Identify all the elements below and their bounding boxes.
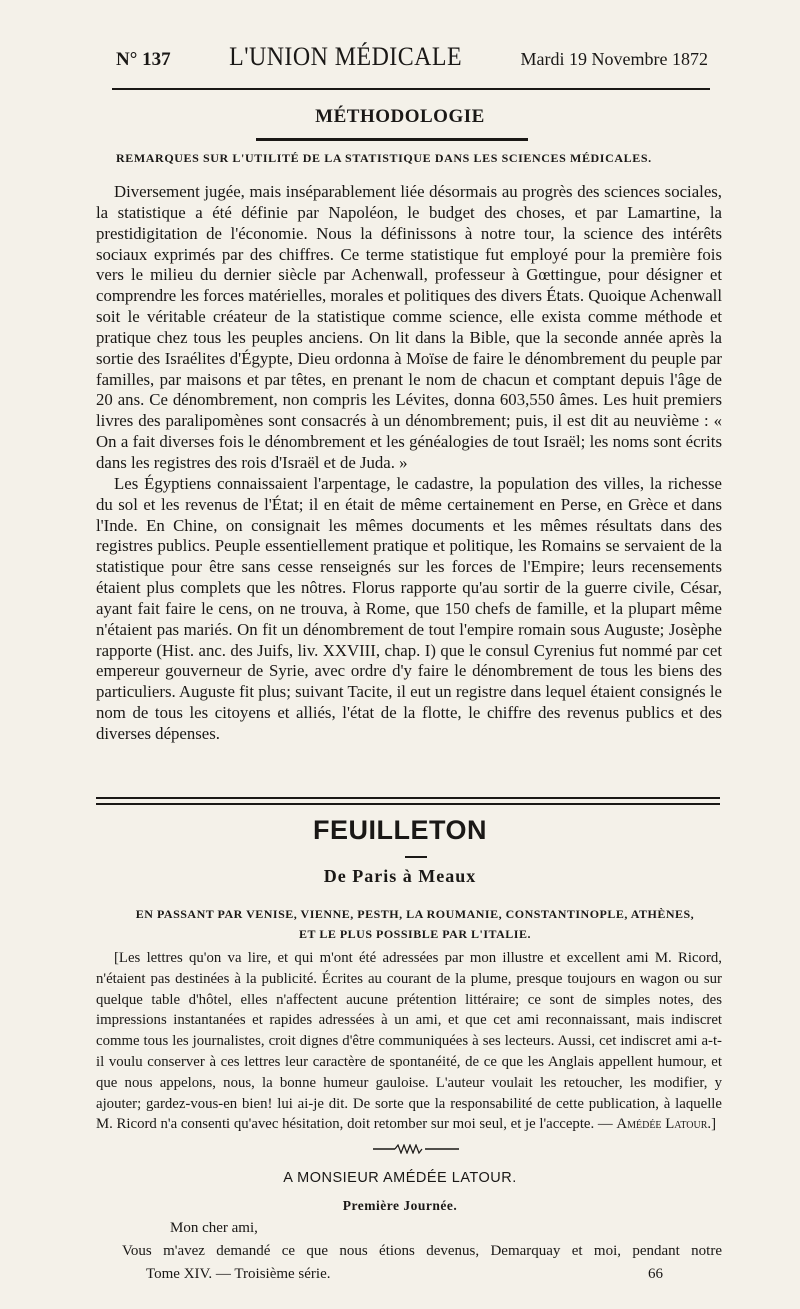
route-line: EN PASSANT PAR VENISE, VIENNE, PESTH, LA ROUMANIE, CONSTANTINOPLE, ATHÈNES, xyxy=(135,907,695,921)
article-subtitle: REMARQUES SUR L'UTILITÉ DE LA STATISTIQUE DANS LES SCIENCES MÉDICALES. xyxy=(116,151,652,165)
running-head xyxy=(116,42,708,78)
section-rule xyxy=(256,138,528,141)
letter-salutation: Mon cher ami, xyxy=(170,1220,258,1236)
article-paragraph: Les Égyptiens connaissaient l'arpentage, le cadastre, la population des villes, la richesse du sol et les revenus de l'État; il en était de même certainement en Perse, en Grèce et dans l'Inde. En Chine, on consignait les mêmes documents et les mêmes résultats dans des registres publics. Peuple essentiellement pratique et politique, les Romains se servaient de la statistique pour être sans cesse renseignés sur les forces de l'Empire; leurs recensements étaient plus complets que les nôtres. Florus rapporte qu'au sortir de la guerre civile, César, ayant fait faire le cens, on ne trouva, à Rome, que 150 chefs de famille, et la plupart même n'étaient pas mariés. On fit un dénombrement de tout l'empire romain sous Auguste; Josèphe rapporte (Hist. anc. des Juifs, liv. XXVIII, chap. I) que le consul Cyrenius fut nommé par cet empereur gouverneur de Syrie, avec ordre d'y faire le dénombrement de tous les biens des particuliers. Auguste fit plus; suivant Tacite, il eut un registre dans lequel étaient consignés le nom de tous les citoyens et alliés, l'état de la flotte, le chiffre des revenus publics et des diverses dépenses. xyxy=(96,473,722,743)
short-dash xyxy=(405,856,427,858)
route-subtitle xyxy=(110,904,720,944)
volume-footer: Tome XIV. — Troisième série. xyxy=(146,1266,331,1282)
issue-date: Mardi 19 Novembre 1872 xyxy=(520,49,708,69)
header-rule xyxy=(112,88,710,90)
editor-intro: [Les lettres qu'on va lire, et qui m'ont été adressées par mon illustre et excellent ami M. Ricord, n'étaient pas destinées à la publicité. Écrites au courant de la plume, presque toujours en wagon ou sur quelque table d'hôtel, elles n'affectent aucune prétention littéraire; ce sont de simples notes, des impressions instantanées et rapides adressées à un ami, et que cet ami reconnaissant, mais indiscret comme tous les journalistes, croit dignes d'être communiquées à ses lecteurs. Aussi, cet indiscret ami a-t-il voulu conserver à ces lettres leur caractère de spontanéité, de ce que les Anglais appellent humour, et que nous appelons, nous, la bonne humeur gauloise. L'auteur voulait les retoucher, les modifier, y ajouter; gardez-vous-en bien! lui ai-je dit. De sorte que la responsabilité de cette publication, à laquelle M. Ricord n'a consenti qu'avec hésitation, doit retomber sur moi seul, et je l'accepte. — Amédée Latour.] xyxy=(96,950,722,1133)
ornament-divider xyxy=(373,1144,459,1154)
intro-signature: Amédée Latour. xyxy=(616,1116,712,1133)
double-divider xyxy=(96,797,720,805)
journal-title: L'UNION MÉDICALE xyxy=(229,42,462,71)
story-title: De Paris à Meaux xyxy=(323,866,477,886)
article-paragraph: Diversement jugée, mais inséparablement liée désormais au progrès des sciences sociales, la statistique a été définie par Napoléon, le budget des choses, et par Lamartine, la prestidigitation de l'économie. Nous la définissons à notre tour, la science des intérêts sociaux exprimés par des chiffres. Ce terme statistique fut employé pour la première fois vers le milieu du dernier siècle par Achenwall, professeur à Gœttingue, pour désigner et comprendre les forces matérielles, morales et politiques des divers États. Quoique Achenwall soit le véritable créateur de la statistique comme science, elle exista comme méthode et pratique chez tous les peuples anciens. On lit dans la Bible, que la seconde année après la sortie des Israélites d'Égypte, Dieu ordonna à Moïse de faire le dénombrement du peuple par familles, par maisons et par têtes, en prenant le nom de chacun et comptant depuis l'âge de 20 ans. Ce dénombrement, non compris les Lévites, donna 603,550 âmes. Les huit premiers livres des paralipomènes sont consacrés à un dénombrement; puis, il est dit au neuvième : « On a fait diverses fois le dénombrement et les généalogies de tout Israël; les noms sont écrits dans les registres des rois d'Israël et de Juda. » xyxy=(96,182,722,472)
letter-first-line: Vous m'avez demandé ce que nous étions devenus, Demarquay et moi, pendant notre xyxy=(122,1243,722,1259)
article-body xyxy=(96,182,722,745)
route-line: ET LE PLUS POSSIBLE PAR L'ITALIE. xyxy=(299,927,531,941)
page-number: 66 xyxy=(648,1266,663,1282)
letter-addressee: A MONSIEUR AMÉDÉE LATOUR. xyxy=(283,1170,517,1186)
day-heading: Première Journée. xyxy=(342,1198,458,1213)
issue-number: N° 137 xyxy=(116,49,171,70)
feuilleton-heading: FEUILLETON xyxy=(312,815,487,845)
section-title: MÉTHODOLOGIE xyxy=(315,106,485,127)
intro-text: [Les lettres qu'on va lire, et qui m'ont été adressées par mon illustre et excellent ami M. Ricord, n'étaient pas destinées à la publicité. Écrites au courant de la plume, presque toujours en wagon ou sur quelque table d'hôtel, elles n'affectent aucune prétention littéraire; ce sont de simples notes, des impressions instantanées et rapides adressées à un ami, et que cet ami reconnaissant, mais indiscret comme tous les journalistes, croit dignes d'être communiquées à ses lecteurs. Aussi, cet indiscret ami a-t-il voulu conserver à ces lettres leur caractère de spontanéité, de ce que les Anglais appellent humour, et que nous appelons, nous, la bonne humeur gauloise. L'auteur voulait les retoucher, les modifier, y ajouter; gardez-vous-en bien! lui ai-je dit. De sorte que la responsabilité de cette publication, à laquelle M. Ricord n'a consenti qu'avec hésitation, doit retomber sur moi seul, et je l'accepte. xyxy=(96,950,722,1133)
